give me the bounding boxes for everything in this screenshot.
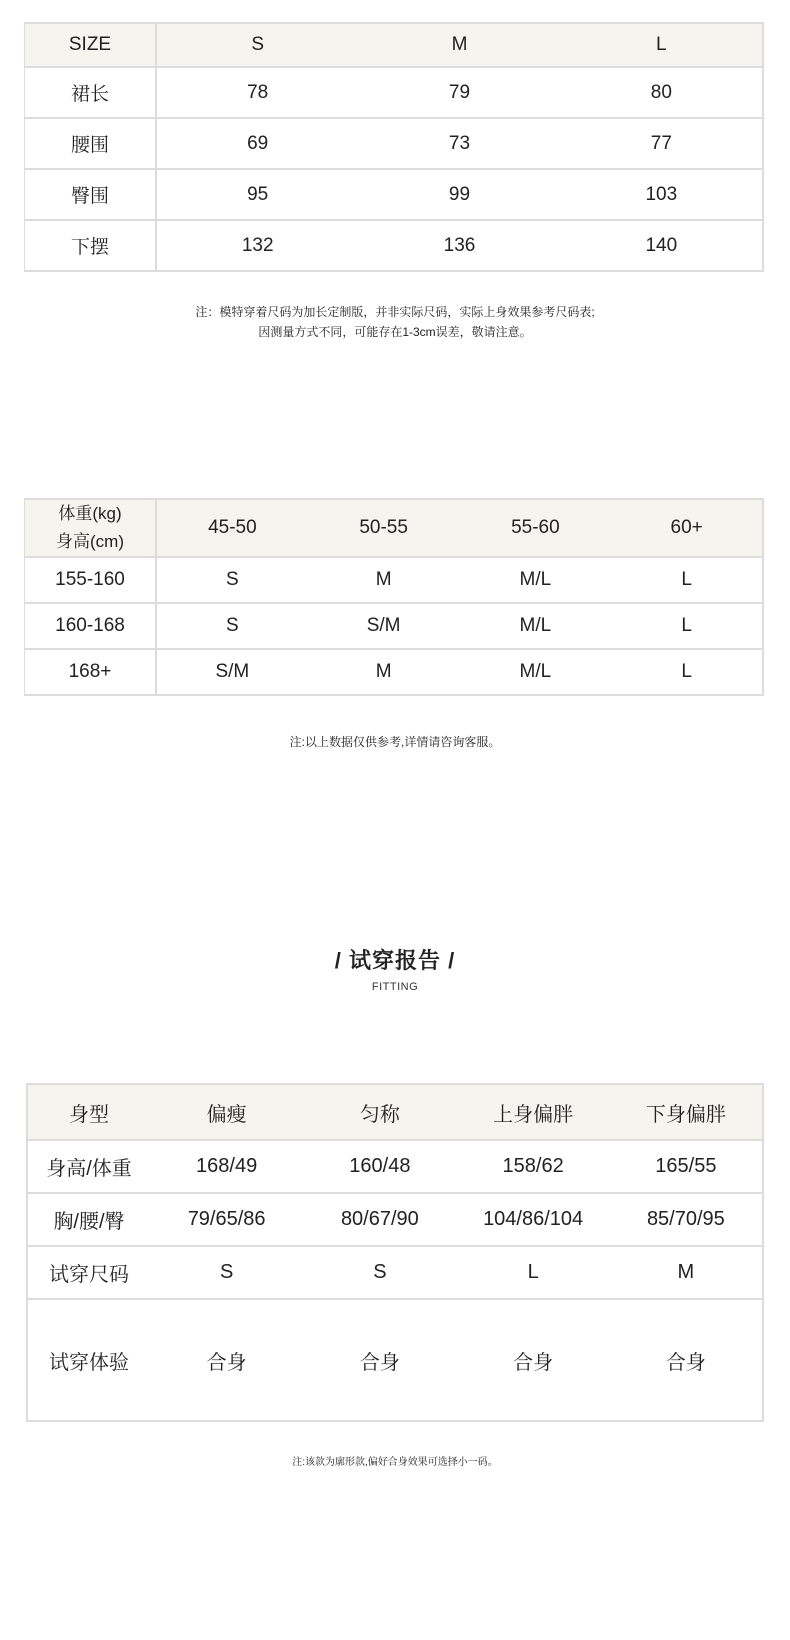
table-cell: 69: [156, 118, 358, 169]
table-cell: 136: [358, 220, 560, 271]
table-cell: S: [156, 557, 308, 603]
table-row: [25, 169, 764, 220]
table-row: [27, 1193, 763, 1246]
table-cell: 85/70/95: [610, 1193, 763, 1246]
row-label: 腰围: [25, 118, 157, 169]
table-cell: 132: [156, 220, 358, 271]
weight-header: 45-50: [156, 499, 308, 557]
note-line-2: 因测量方式不同，可能存在1-3cm误差，敬请注意。: [258, 325, 532, 339]
table-cell: 77: [561, 118, 763, 169]
table-cell: M: [610, 1246, 763, 1299]
table-cell: M: [308, 649, 460, 695]
table-cell: S: [150, 1246, 303, 1299]
body-type-header: 偏瘦: [150, 1084, 303, 1140]
weight-header: 60+: [611, 499, 763, 557]
table-cell: 95: [156, 169, 358, 220]
table-row: [25, 118, 764, 169]
weight-header: 55-60: [460, 499, 612, 557]
size-header-l: L: [561, 23, 763, 67]
table-cell: 168/49: [150, 1140, 303, 1193]
table-cell: 合身: [303, 1299, 456, 1421]
size-table: [24, 22, 764, 272]
body-type-header: 下身偏胖: [610, 1084, 763, 1140]
table-cell: M/L: [460, 603, 612, 649]
table-row: [25, 220, 764, 271]
table-cell: L: [611, 649, 763, 695]
table-cell: 73: [358, 118, 560, 169]
recommendation-note: 注:以上数据仅供参考,详情请咨询客服。: [289, 735, 501, 749]
table-row: [25, 67, 764, 118]
table-cell: 104/86/104: [457, 1193, 610, 1246]
size-header-s: S: [156, 23, 358, 67]
table-cell: 合身: [457, 1299, 610, 1421]
table-row: [27, 1299, 763, 1421]
table-cell: L: [457, 1246, 610, 1299]
height-label: 155-160: [25, 557, 157, 603]
body-type-header: 匀称: [303, 1084, 456, 1140]
size-table-header: [25, 23, 764, 67]
fitting-subtitle: FITTING: [371, 981, 419, 993]
table-cell: 160/48: [303, 1140, 456, 1193]
table-cell: 79: [358, 67, 560, 118]
table-cell: M/L: [460, 649, 612, 695]
table-cell: M/L: [460, 557, 612, 603]
height-axis-label: 身高(cm): [56, 532, 124, 551]
row-label: 试穿尺码: [27, 1246, 150, 1299]
size-header-m: M: [358, 23, 560, 67]
row-label: 下摆: [25, 220, 157, 271]
weight-axis-label: 体重(kg): [58, 504, 122, 523]
fitting-title: / 试穿报告 /: [334, 948, 456, 973]
size-recommendation-table: [24, 498, 764, 696]
table-cell: 80/67/90: [303, 1193, 456, 1246]
table-cell: 79/65/86: [150, 1193, 303, 1246]
table-row: [27, 1140, 763, 1193]
recommend-header: [25, 499, 764, 557]
table-cell: 合身: [150, 1299, 303, 1421]
body-type-label: 身型: [27, 1084, 150, 1140]
note-line-1: 注：模特穿着尺码为加长定制版，并非实际尺码，实际上身效果参考尺码表;: [195, 305, 595, 319]
size-table-note: [0, 302, 790, 342]
table-cell: 合身: [610, 1299, 763, 1421]
table-cell: 165/55: [610, 1140, 763, 1193]
table-cell: S: [303, 1246, 456, 1299]
height-label: 160-168: [25, 603, 157, 649]
table-cell: S: [156, 603, 308, 649]
row-label: 臀围: [25, 169, 157, 220]
table-cell: S/M: [156, 649, 308, 695]
height-label: 168+: [25, 649, 157, 695]
row-label: 胸/腰/臀: [27, 1193, 150, 1246]
table-cell: M: [308, 557, 460, 603]
fitting-note: 注:该款为廓形款,偏好合身效果可选择小一码。: [292, 1457, 498, 1468]
row-label: 裙长: [25, 67, 157, 118]
row-label: 身高/体重: [27, 1140, 150, 1193]
corner-header: [25, 499, 157, 557]
size-header-label: SIZE: [25, 23, 157, 67]
table-row: [25, 649, 764, 695]
weight-header: 50-55: [308, 499, 460, 557]
fitting-report-table: [26, 1083, 764, 1422]
table-cell: L: [611, 603, 763, 649]
table-cell: 158/62: [457, 1140, 610, 1193]
table-cell: 78: [156, 67, 358, 118]
table-row: [25, 557, 764, 603]
row-label: 试穿体验: [27, 1299, 150, 1421]
body-type-header: 上身偏胖: [457, 1084, 610, 1140]
table-cell: 103: [561, 169, 763, 220]
table-cell: 99: [358, 169, 560, 220]
table-cell: 140: [561, 220, 763, 271]
table-row: [27, 1246, 763, 1299]
table-cell: S/M: [308, 603, 460, 649]
table-cell: 80: [561, 67, 763, 118]
table-row: [25, 603, 764, 649]
fitting-header: [27, 1084, 763, 1140]
table-cell: L: [611, 557, 763, 603]
